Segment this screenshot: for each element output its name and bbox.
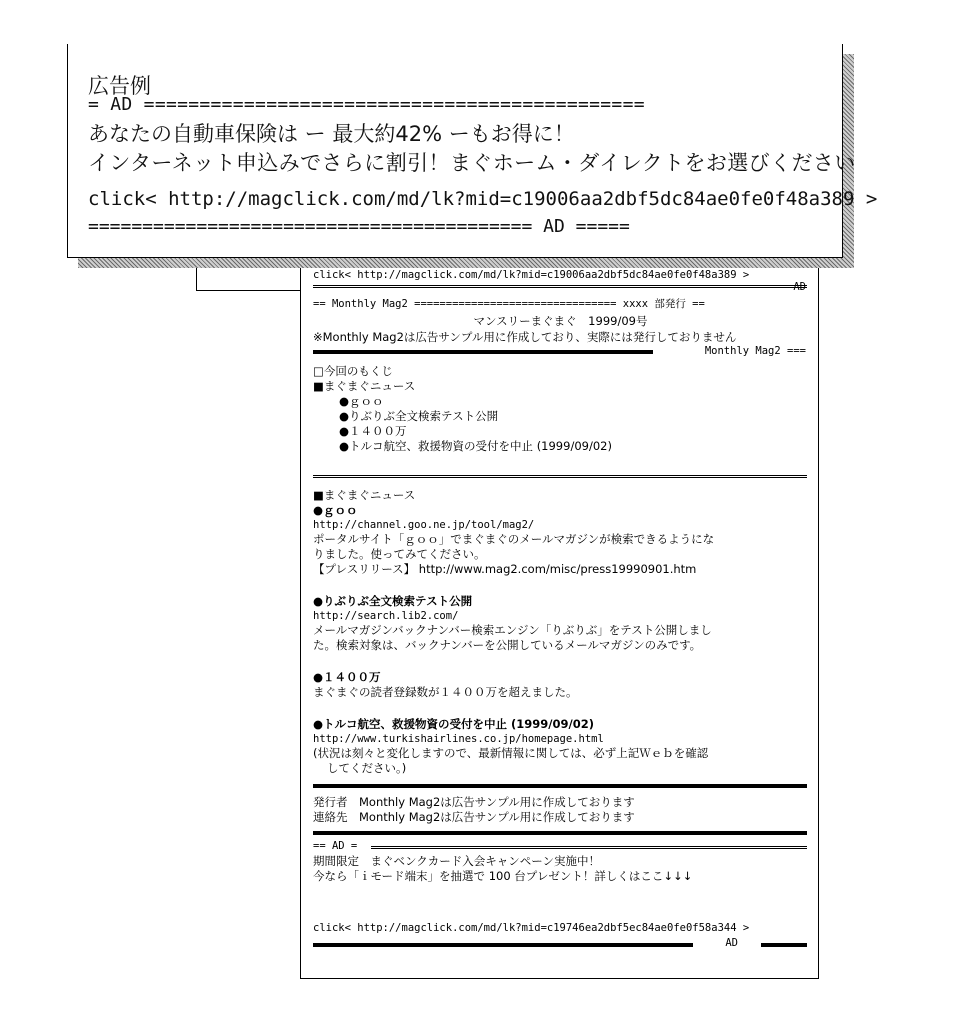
ribu-title: ●りぶりぶ全文検索テスト公開 <box>313 594 473 608</box>
goo-text: ポータルサイト「ｇｏｏ」でまぐまぐのメールマガジンが検索できるようにな <box>313 532 715 546</box>
toc-item: ●ｇｏｏ <box>339 394 384 408</box>
readers-text: まぐまぐの読者登録数が１４００万を超えました。 <box>313 685 578 699</box>
contact: 連絡先 Monthly Mag2は広告サンプル用に作成しております <box>313 810 635 824</box>
goo-press[interactable]: 【プレスリリース】 http://www.mag2.com/misc/press19990901.htm <box>313 562 697 576</box>
footer-divider <box>313 784 807 788</box>
monthly-header-rule: == Monthly Mag2 ================================ xxxx 部発行 == <box>313 298 705 310</box>
toc-section: ■まぐまぐニュース <box>313 379 416 393</box>
footer-divider <box>313 831 807 835</box>
click-link-top[interactable]: click< http://magclick.com/md/lk?mid=c19006aa2dbf5dc84ae0fe0f48a389 > <box>313 269 750 281</box>
sample-notice: ※Monthly Mag2は広告サンプル用に作成しており、実際には発行しておりません <box>313 330 737 344</box>
ad-tag-bottom: AD <box>725 937 738 949</box>
newsletter-title: マンスリーまぐまぐ 1999/09号 <box>473 314 648 328</box>
click-link-bottom[interactable]: click< http://magclick.com/md/lk?mid=c19746ea2dbf5ec84ae0fe0f58a344 > <box>313 922 750 934</box>
ribu-text: メールマガジンバックナンバー検索エンジン「りぶりぶ」をテスト公開しまし <box>313 623 712 637</box>
ad-rule-top: = AD ============================================= <box>88 94 645 115</box>
header-divider <box>313 350 653 354</box>
header-rule-end: Monthly Mag2 === <box>704 345 806 357</box>
turkish-title: ●トルコ航空、救援物資の受付を中止 (1999/09/02) <box>313 717 594 731</box>
turkish-text: (状況は刻々と変化しますので、最新情報に関しては、必ず上記Ｗｅｂを確認 <box>313 746 709 760</box>
ad-rule-top <box>313 285 807 288</box>
turkish-url[interactable]: http://www.turkishairlines.co.jp/homepage.html <box>313 733 604 745</box>
ribu-url[interactable]: http://search.lib2.com/ <box>313 610 459 622</box>
ad-tag-top: AD <box>793 281 806 293</box>
ribu-text: た。検索対象は、バックナンバーを公開しているメールマガジンのみです。 <box>313 638 702 652</box>
ad-rule-bottom <box>313 943 693 947</box>
newsletter-page <box>300 256 819 979</box>
toc-item: ●１４００万 <box>339 424 407 438</box>
ad-click-link[interactable]: click< http://magclick.com/md/lk?mid=c19006aa2dbf5dc84ae0fe0f48a389 > <box>88 188 878 210</box>
toc-item: ●トルコ航空、救援物資の受付を中止 (1999/09/02) <box>339 439 612 453</box>
turkish-text: してください。) <box>327 761 407 775</box>
publisher: 発行者 Monthly Mag2は広告サンプル用に作成しております <box>313 795 635 809</box>
goo-text: りました。使ってみてください。 <box>313 547 486 561</box>
toc-heading: □今回のもくじ <box>313 364 393 378</box>
ad2-line: 期間限定 まぐベンクカード入会キャンペーン実施中！ <box>313 854 601 868</box>
ad-example-title: 広告例 <box>88 74 151 98</box>
toc-item: ●りぶりぶ全文検索テスト公開 <box>339 409 499 423</box>
news-heading: ■まぐまぐニュース <box>313 488 416 502</box>
goo-url[interactable]: http://channel.goo.ne.jp/tool/mag2/ <box>313 519 535 531</box>
ad2-rule-line <box>371 846 807 849</box>
section-divider <box>313 475 807 478</box>
ad-copy-line: インターネット申込みでさらに割引！まぐホーム・ダイレクトをお選びください <box>88 151 856 175</box>
ad2-rule: == AD = <box>313 840 358 852</box>
ad-example-box <box>67 44 878 258</box>
ad2-line: 今なら「ｉモード端末」を抽選で 100 台プレゼント！詳しくはここ↓↓↓ <box>313 869 693 883</box>
ad-copy-line: あなたの自動車保険は ー 最大約42% ーもお得に！ <box>88 122 575 146</box>
ad-rule-bottom-end <box>761 943 807 947</box>
readers-title: ●１４００万 <box>313 670 381 684</box>
ad-rule-bottom: ========================================= AD ===== <box>88 216 630 237</box>
goo-title: ●ｇｏｏ <box>313 503 358 517</box>
